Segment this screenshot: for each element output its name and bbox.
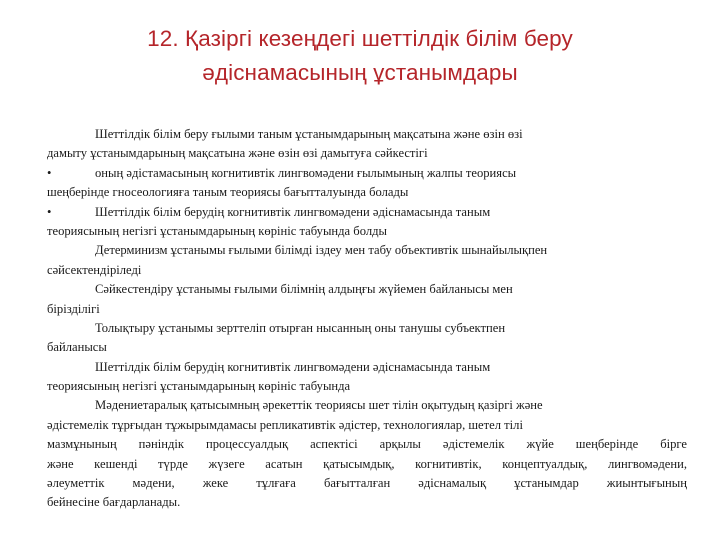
title-line-2: әдіснамасының ұстанымдары	[202, 60, 518, 85]
text-line: әдістемелік тұрғыдан тұжырымдамасы репликативтік әдістер, технологиялар, шетел тілі	[47, 417, 523, 432]
text-line: Сәйкестендіру ұстанымы ғылыми білімнің алдыңғы жүйемен байланысы мен	[95, 282, 513, 297]
title-line-1: 12. Қазіргі кезеңдегі шеттілдік білім беру	[147, 26, 573, 51]
bullet-marker: •	[47, 165, 52, 180]
bullet-item	[47, 203, 687, 222]
body-text	[47, 125, 687, 513]
text-line: мазмұнының пәніндік процессуалдық аспектісі арқылы әдістемелік жүйе шеңберінде бірге	[47, 437, 687, 452]
text-line: оның әдістамасының когнитивтік лингвомәдени ғылымының жалпы теориясы	[95, 165, 517, 180]
slide-title	[40, 22, 680, 90]
text-line: теориясының негізгі ұстанымдарының көрініс табуында болды	[47, 223, 387, 238]
text-line: сәйсектендіріледі	[47, 262, 142, 277]
text-line: Шеттілдік білім берудің когнитивтік лингвомәдени әдіснамасында таным	[95, 359, 491, 374]
text-line: Шеттілдік білім беру ғылыми таным ұстанымдарының мақсатына және өзін өзі	[95, 127, 523, 141]
text-line: шеңберінде гносеологияға таным теориясы бағытталуында болады	[47, 185, 409, 200]
bullet-marker: •	[47, 204, 52, 219]
text-line: теориясының негізгі ұстанымдарының көрініс табуында	[47, 379, 351, 394]
text-line: бейнесіне бағдарланады.	[47, 495, 181, 510]
text-line: Толықтыру ұстанымы зерттеліп отырған нысанның оны танушы субъектпен	[95, 320, 506, 335]
text-line: Шеттілдік білім берудің когнитивтік лингвомәдени әдіснамасында таным	[95, 204, 491, 219]
text-line: дамыту ұстанымдарының мақсатына және өзін өзі дамытуға сәйкестігі	[47, 146, 428, 161]
text-line: әлеуметтік мәдени, жеке тұлғаға бағытталған әдіснамалық ұстанымдар жиынтығының	[47, 476, 687, 491]
bullet-item	[47, 164, 687, 183]
text-line: Мәдениетаралық қатысымның әрекеттік теориясы шет тілін оқытудың қазіргі және	[95, 398, 543, 413]
text-line: байланысы	[47, 340, 107, 355]
text-line: бірізділігі	[47, 301, 100, 316]
text-line: және кешенді түрде жүзеге асатын қатысымдық, когнитивтік, концептуалдық, лингвомәдени,	[47, 456, 687, 471]
text-line: Детерминизм ұстанымы ғылыми білімді іздеу мен табу объективтік шынайылықпен	[95, 243, 548, 258]
